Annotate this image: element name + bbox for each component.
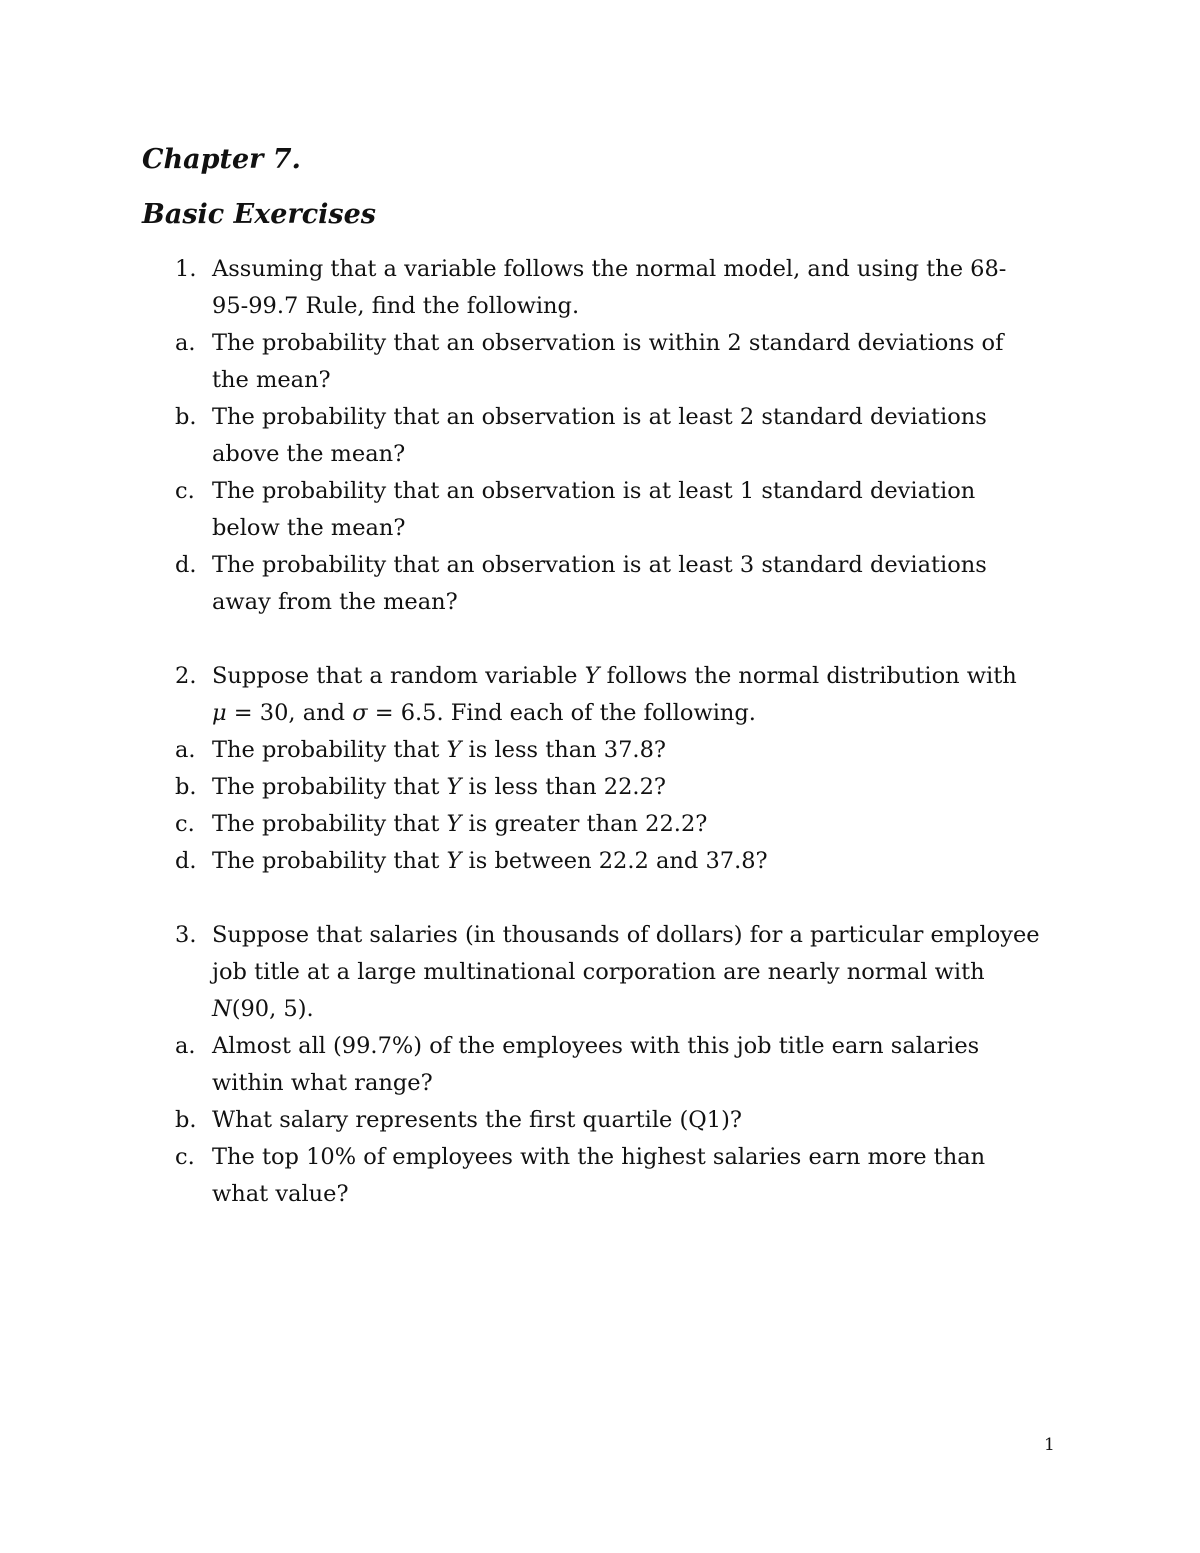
sub-question-text: What salary represents the first quartile (Q1)? (212, 1107, 742, 1133)
question-text (212, 698, 756, 728)
math-normal-n: N (212, 996, 232, 1022)
sub-question-text (212, 772, 666, 802)
sub-question-text: away from the mean? (212, 589, 458, 615)
chapter-title: Chapter 7. (142, 144, 301, 175)
math-variable: Y (446, 774, 462, 800)
sub-marker: d. (175, 848, 197, 874)
question-text: Assuming that a variable follows the normal model, and using the 68- (212, 256, 1007, 282)
sub-question-text: The probability that an observation is at least 2 standard deviations (212, 404, 987, 430)
text-segment: Suppose that a random variable (212, 663, 585, 689)
sub-marker: b. (175, 404, 197, 430)
question-number: 3. (175, 922, 197, 948)
sub-question-text (212, 809, 707, 839)
text-segment: is less than 22.2? (461, 774, 666, 800)
section-title: Basic Exercises (142, 199, 376, 230)
text-segment: (90, 5). (231, 996, 314, 1022)
sub-marker: c. (175, 811, 195, 837)
sub-question-text: within what range? (212, 1070, 433, 1096)
sub-question-text (212, 846, 768, 876)
sub-marker: b. (175, 774, 197, 800)
text-segment: is less than 37.8? (461, 737, 666, 763)
sub-question-text: The probability that an observation is within 2 standard deviations of (212, 330, 1004, 356)
sub-question-text: Almost all (99.7%) of the employees with this job title earn salaries (212, 1033, 980, 1059)
text-segment: is between 22.2 and 37.8? (461, 848, 768, 874)
sub-question-text (212, 735, 666, 765)
text-segment: follows the normal distribution with (599, 663, 1017, 689)
text-segment: is greater than 22.2? (461, 811, 708, 837)
sub-marker: b. (175, 1107, 197, 1133)
sub-marker: a. (175, 1033, 196, 1059)
text-segment: The probability that (212, 774, 447, 800)
question-number: 2. (175, 663, 197, 689)
math-variable: Y (446, 811, 462, 837)
math-mu: μ (212, 700, 227, 726)
text-segment: The probability that (212, 811, 447, 837)
math-variable: Y (446, 737, 462, 763)
sub-question-text: The top 10% of employees with the highest salaries earn more than (212, 1144, 986, 1170)
sub-marker: a. (175, 737, 196, 763)
sub-marker: d. (175, 552, 197, 578)
math-sigma: σ (352, 700, 368, 726)
sub-question-text: what value? (212, 1181, 349, 1207)
sub-marker: c. (175, 478, 195, 504)
sub-question-text: The probability that an observation is at least 1 standard deviation (212, 478, 976, 504)
question-text (212, 661, 1017, 691)
sub-marker: c. (175, 1144, 195, 1170)
text-segment: = 6.5. Find each of the following. (367, 700, 756, 726)
text-segment: = 30, and (226, 700, 353, 726)
sub-question-text: the mean? (212, 367, 331, 393)
question-text: Suppose that salaries (in thousands of dollars) for a particular employee (212, 922, 1040, 948)
math-variable: Y (446, 848, 462, 874)
sub-marker: a. (175, 330, 196, 356)
sub-question-text: The probability that an observation is at least 3 standard deviations (212, 552, 987, 578)
sub-question-text: above the mean? (212, 441, 406, 467)
page-number: 1 (1044, 1435, 1055, 1455)
question-text (212, 994, 314, 1024)
text-segment: The probability that (212, 848, 447, 874)
math-variable: Y (584, 663, 600, 689)
question-text: job title at a large multinational corporation are nearly normal with (212, 959, 985, 985)
text-segment: The probability that (212, 737, 447, 763)
question-text: 95-99.7 Rule, find the following. (212, 293, 580, 319)
sub-question-text: below the mean? (212, 515, 406, 541)
question-number: 1. (175, 256, 197, 282)
